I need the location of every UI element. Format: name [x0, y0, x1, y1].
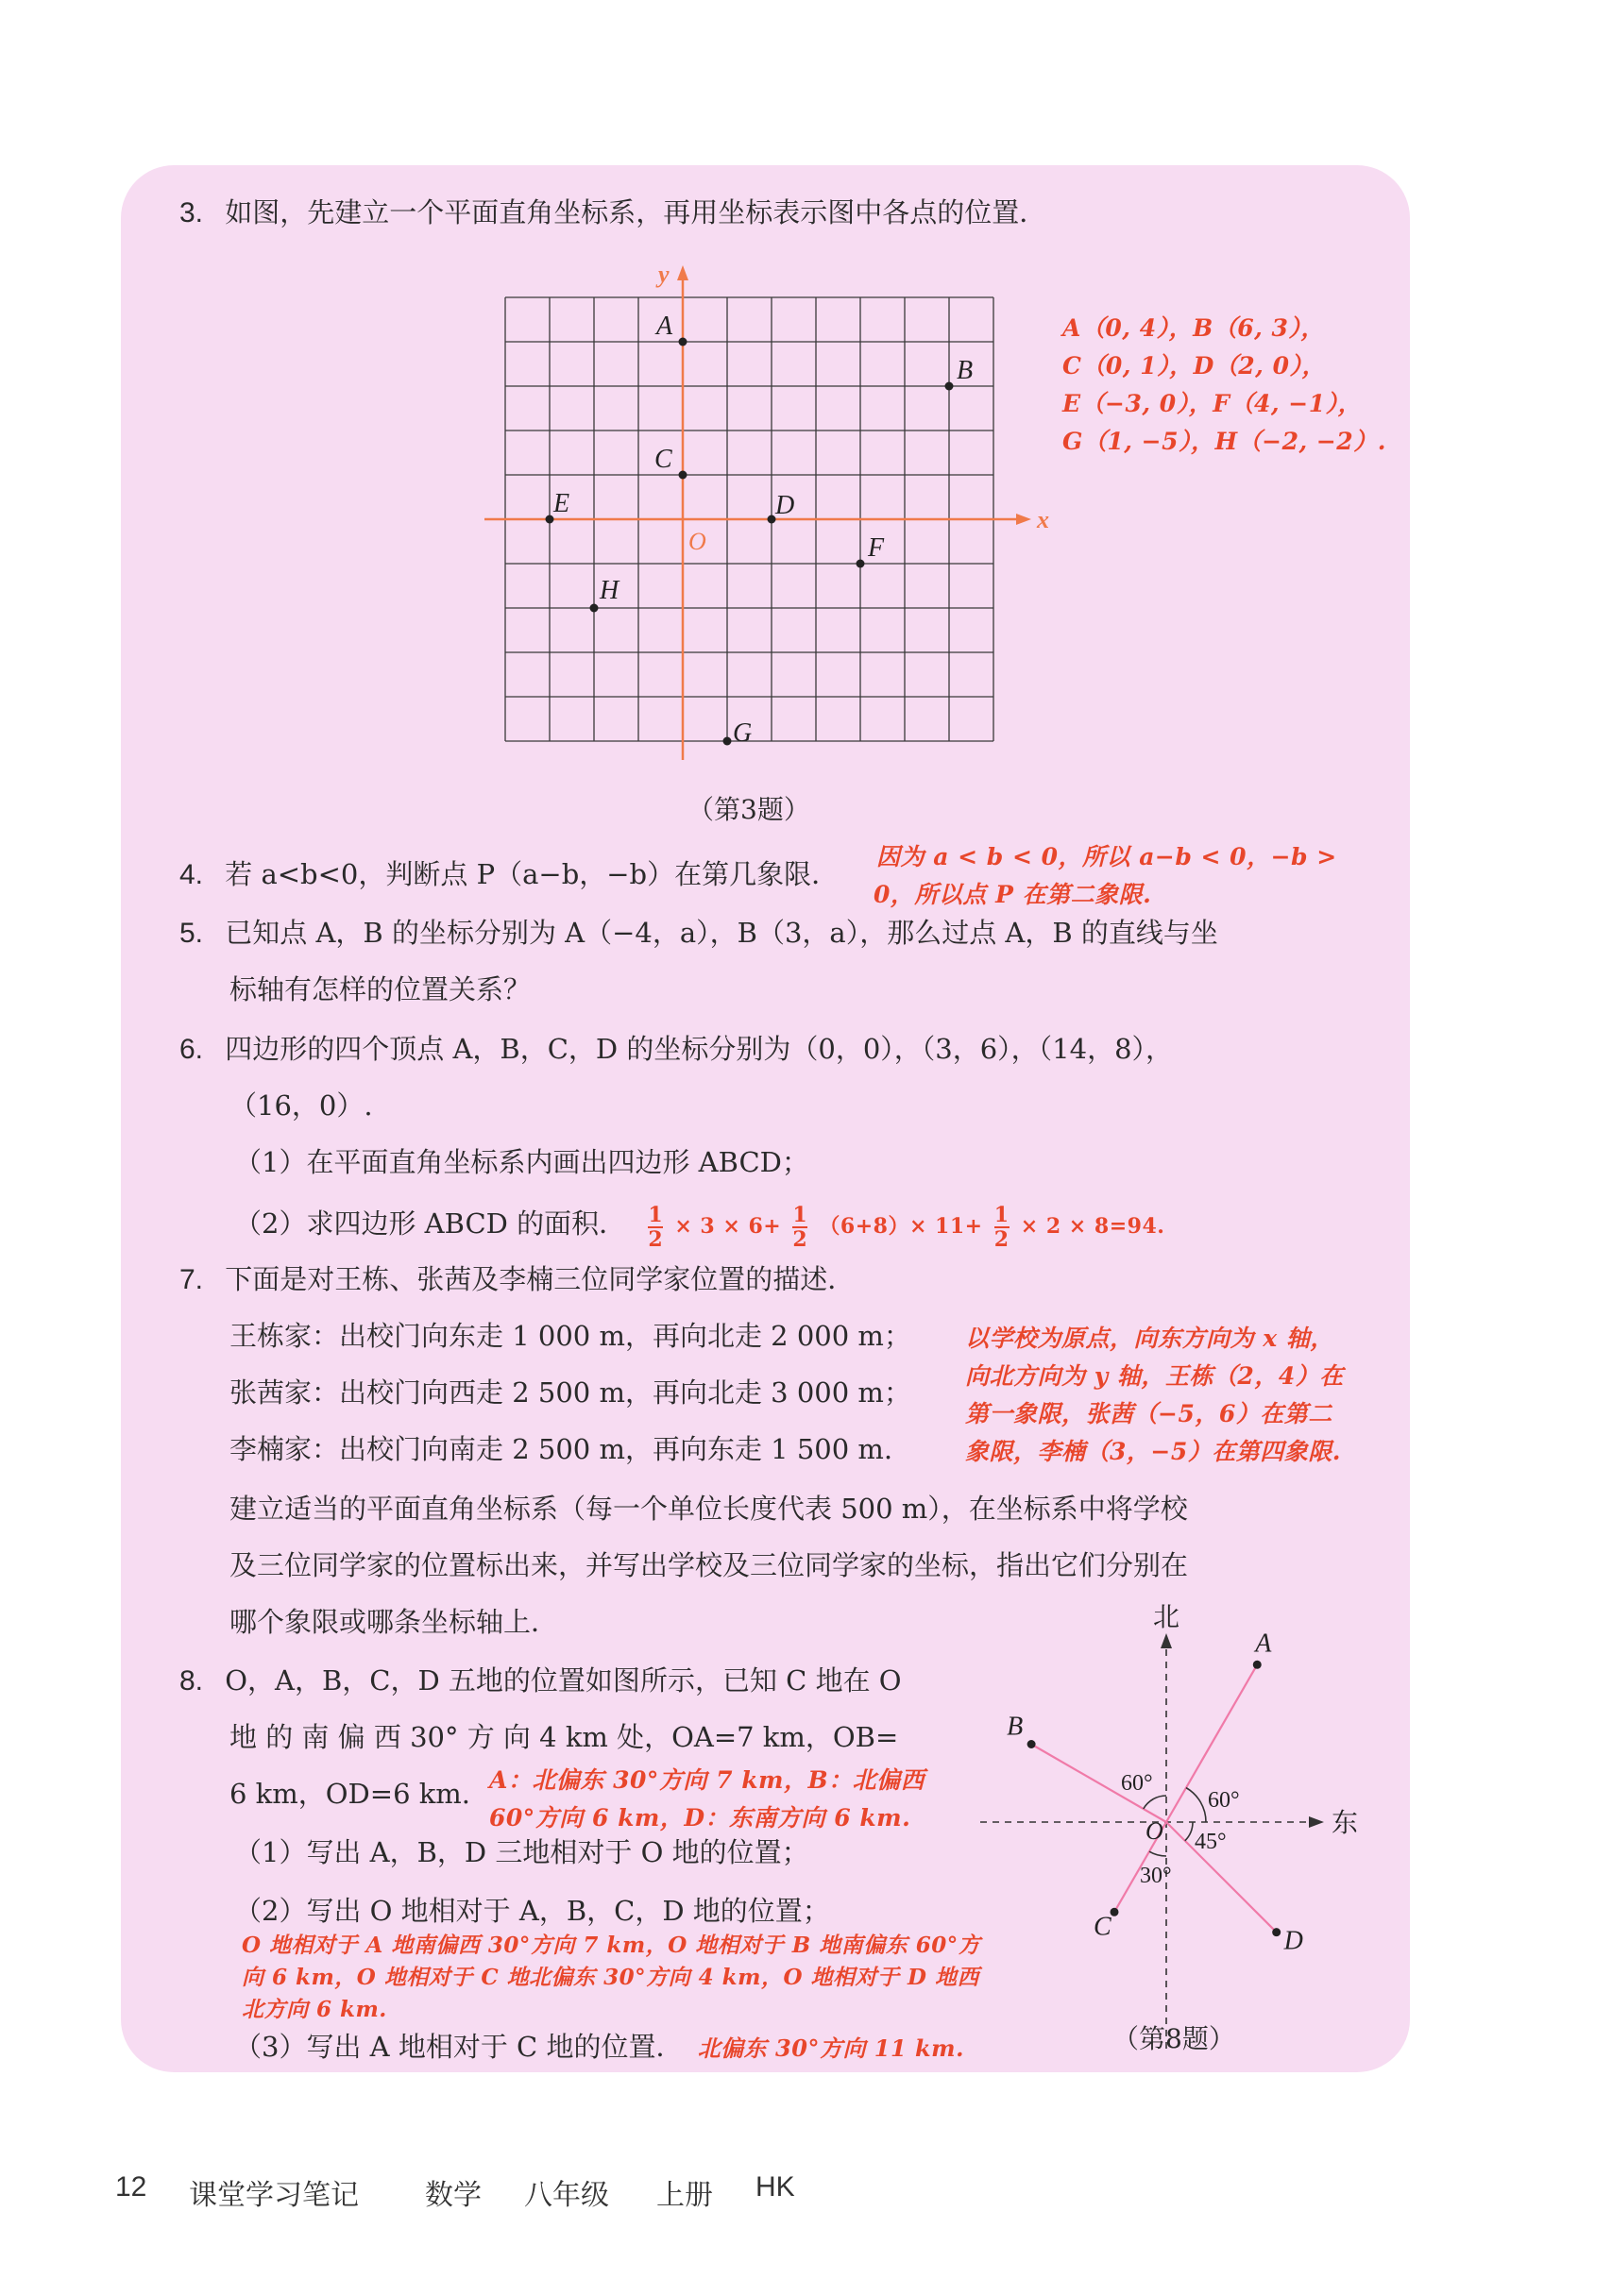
q6-fraction-1: $\frac{1}{2}$ — [648, 1203, 664, 1252]
q8-answer-2-line-2: 向 6 km，O 地相对于 C 地北偏东 30°方向 4 km，O 地相对于 D 地西 — [242, 1965, 979, 1990]
angle-label-d: 45° — [1195, 1830, 1227, 1854]
q5-stem: 5. 已知点 A，B 的坐标分别为 A（−4，a），B（3，a），那么过点 A，B 的直线与坐 — [179, 917, 1218, 949]
q3-answer — [1062, 312, 1386, 459]
east-arrow — [1309, 1816, 1324, 1828]
q3-caption: （第3题） — [687, 794, 810, 825]
q3-coordinate-grid — [472, 255, 1058, 769]
angle-arc-c — [1149, 1851, 1166, 1856]
north-label: 北 — [1153, 1603, 1180, 1632]
angle-label-c: 30° — [1140, 1864, 1172, 1888]
q6-answer: $\frac{1}{2}$ × 3 × 6+ $\frac{1}{2}$ （6+8）× 11+ $\frac{1}{2}$ × 2 × 8=94. — [648, 1203, 1165, 1252]
footer-book-title: 课堂学习笔记 — [189, 2180, 359, 2211]
point-h — [590, 604, 599, 613]
q4-stem: 4. 若 a<b<0，判断点 P（a−b，−b）在第几象限． — [179, 858, 840, 890]
q7-answer-line-4: 象限，李楠（3，−5）在第四象限. — [965, 1438, 1341, 1465]
q8-stem-line-2: 地 的 南 偏 西 30° 方 向 4 km 处，OA=7 km，OB= — [229, 1721, 899, 1753]
east-label: 东 — [1332, 1809, 1359, 1838]
point-b — [1027, 1740, 1036, 1748]
q3-answer-line-4: G（1, −5），H（−2, −2）. — [1062, 428, 1386, 455]
q8-sub-3: （3）写出 A 地相对于 C 地的位置． 北偏东 30°方向 11 km. — [234, 2031, 964, 2063]
page-number: 12 — [115, 2171, 147, 2203]
q8-answer-1-line-1: A：北偏东 30°方向 7 km，B：北偏西 — [489, 1766, 925, 1794]
point-c — [1111, 1908, 1119, 1916]
point-label-a: A — [656, 312, 673, 341]
q8-stem-line-3: 6 km，OD=6 km. — [229, 1778, 471, 1810]
origin-label: O — [688, 528, 706, 555]
q8-answer-2-line-3: 北方向 6 km. — [242, 1997, 387, 2022]
q8-stem: 8. O，A，B，C，D 五地的位置如图所示，已知 C 地在 O — [179, 1664, 902, 1697]
point-label-b: B — [957, 356, 974, 385]
q7-stem: 7. 下面是对王栋、张茜及李楠三位同学家位置的描述． — [179, 1263, 856, 1295]
q7-line-3: 李楠家：出校门向南走 2 500 m，再向东走 1 500 m. — [229, 1433, 893, 1465]
q6-stem: 6. 四边形的四个顶点 A，B，C，D 的坐标分别为（0，0），（3，6），（14，8）， — [179, 1033, 1174, 1065]
y-axis-arrow — [677, 265, 688, 280]
footer-edition: HK — [755, 2171, 795, 2203]
north-arrow — [1161, 1633, 1172, 1648]
y-axis-label: y — [658, 261, 670, 288]
q4-answer-line-2: 0，所以点 P 在第二象限. — [874, 881, 1152, 908]
footer-volume: 上册 — [656, 2180, 713, 2211]
point-c — [679, 471, 687, 480]
point-d — [1272, 1928, 1281, 1936]
q8-answer-2-line-1: O 地相对于 A 地南偏西 30°方向 7 km，O 地相对于 B 地南偏东 60°方 — [242, 1933, 981, 1958]
origin-label: O — [1145, 1817, 1163, 1845]
angle-arc-a — [1186, 1788, 1206, 1822]
point-label-c: C — [1094, 1912, 1111, 1942]
point-f — [857, 560, 865, 568]
q7-answer-line-3: 第一象限，张茜（−5，6）在第二 — [965, 1400, 1332, 1427]
footer-subject: 数学 — [425, 2180, 482, 2211]
q7-task-line-3: 哪个象限或哪条坐标轴上． — [229, 1606, 559, 1638]
angle-label-a: 60° — [1208, 1788, 1240, 1813]
q6-sub-1: （1）在平面直角坐标系内画出四边形 ABCD； — [234, 1146, 809, 1178]
angle-arc-d — [1185, 1822, 1193, 1841]
q7-line-2: 张茜家：出校门向西走 2 500 m，再向北走 3 000 m； — [229, 1376, 911, 1409]
point-g — [723, 737, 732, 746]
q7-line-1: 王栋家：出校门向东走 1 000 m，再向北走 2 000 m； — [229, 1320, 911, 1352]
q8-answer-1-line-2: 60°方向 6 km，D：东南方向 6 km. — [489, 1804, 911, 1832]
point-label-b: B — [1007, 1712, 1024, 1742]
point-a — [1253, 1661, 1262, 1669]
q6-fraction-3: $\frac{1}{2}$ — [993, 1203, 1010, 1252]
q5-stem-line-2: 标轴有怎样的位置关系？ — [229, 973, 532, 1005]
q8-sub-1: （1）写出 A，B，D 三地相对于 O 地的位置； — [234, 1836, 809, 1868]
q8-caption: （第8题） — [1112, 2023, 1235, 2054]
q3-answer-line-1: A（0, 4），B（6, 3）， — [1062, 314, 1325, 342]
point-label-h: H — [600, 576, 619, 605]
point-label-c: C — [654, 445, 672, 474]
x-axis-label: x — [1037, 506, 1049, 533]
q8-direction-diagram — [973, 1586, 1407, 2058]
q8-answer-3: 北偏东 30°方向 11 km. — [697, 2034, 964, 2062]
q6-sub-2: （2）求四边形 ABCD 的面积． $\frac{1}{2}$ × 3 × 6+ $\frac{1}{2}$ （6+8）× 11+ $\frac{1}{2}$ × 2 × 8=94. — [234, 1203, 1165, 1252]
q6-fraction-2: $\frac{1}{2}$ — [792, 1203, 808, 1252]
footer-grade: 八年级 — [524, 2180, 609, 2211]
point-b — [945, 382, 954, 391]
point-label-g: G — [733, 718, 753, 748]
q8-sub-2: （2）写出 O 地相对于 A，B，C，D 地的位置； — [234, 1895, 830, 1927]
q7-task-line-1: 建立适当的平面直角坐标系（每一个单位长度代表 500 m），在坐标系中将学校 — [229, 1493, 1188, 1525]
point-label-e: E — [553, 489, 570, 518]
q4-answer-line-1: 因为 a < b < 0，所以 a−b < 0，−b > — [876, 843, 1337, 870]
q3-answer-line-3: E（−3, 0），F（4, −1）， — [1062, 390, 1363, 417]
point-label-d: D — [775, 491, 795, 520]
q3-answer-line-2: C（0, 1），D（2, 0）， — [1062, 352, 1326, 380]
q7-task-line-2: 及三位同学家的位置标出来，并写出学校及三位同学家的坐标，指出它们分别在 — [229, 1549, 1189, 1581]
point-label-d: D — [1283, 1926, 1303, 1956]
point-a — [679, 338, 687, 346]
q3-stem: 3. 如图，先建立一个平面直角坐标系，再用坐标表示图中各点的位置． — [179, 196, 1047, 228]
point-label-f: F — [868, 533, 885, 563]
point-label-a: A — [1255, 1629, 1272, 1659]
x-axis-arrow — [1016, 514, 1031, 525]
q7-answer-line-1: 以学校为原点，向东方向为 x 轴， — [965, 1325, 1334, 1352]
angle-label-b: 60° — [1121, 1771, 1153, 1796]
angle-arc-b — [1144, 1796, 1166, 1809]
q7-answer-line-2: 向北方向为 y 轴，王栋（2，4）在 — [965, 1362, 1344, 1390]
q6-stem-line-2: （16，0）. — [229, 1089, 373, 1122]
